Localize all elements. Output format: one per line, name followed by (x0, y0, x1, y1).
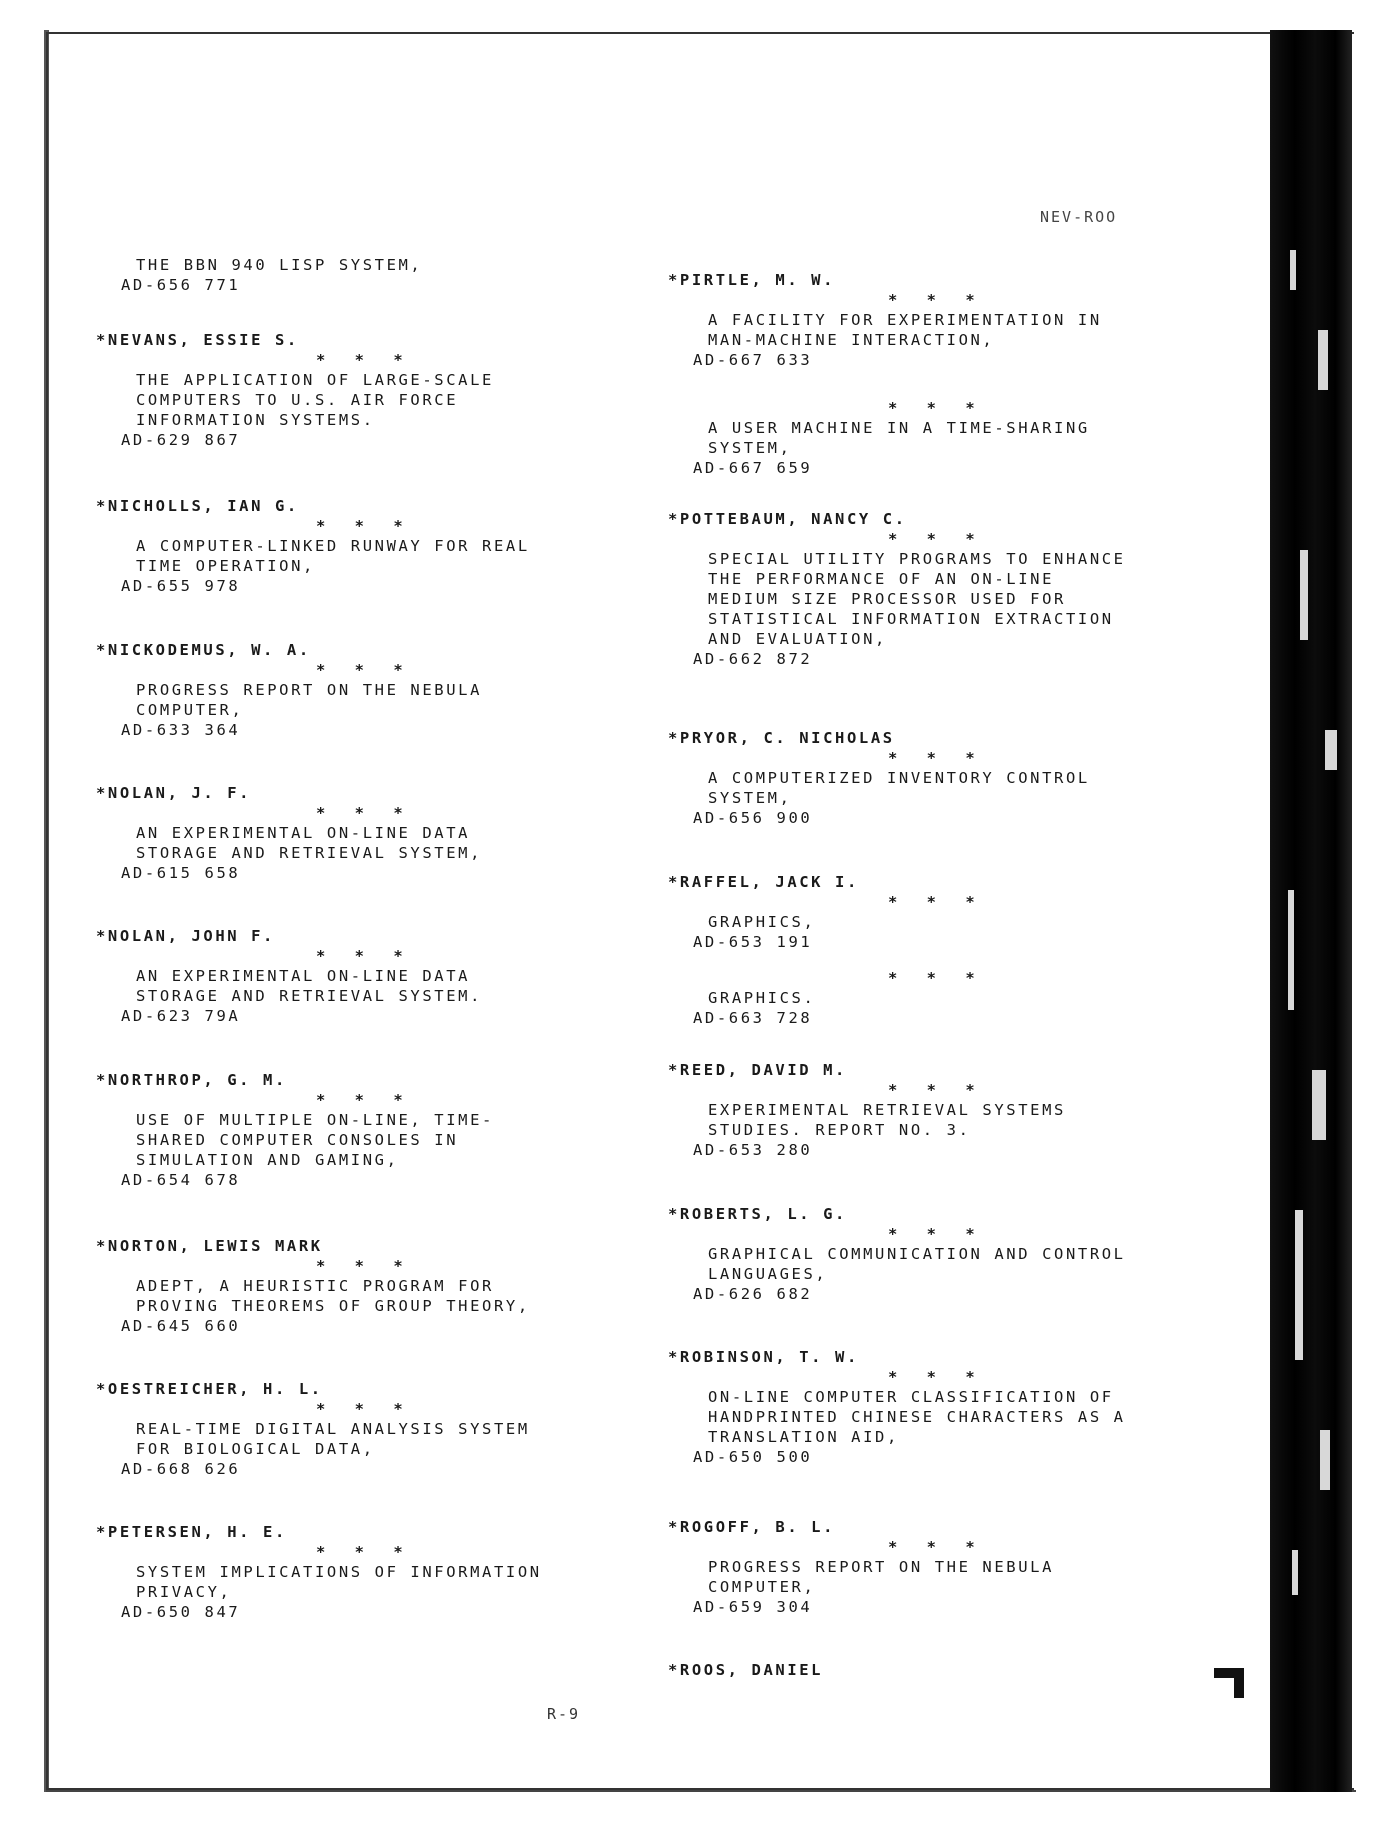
bibliography-entry (96, 1236, 530, 1336)
entry-ad-number: AD-650 500 (693, 1448, 813, 1466)
entry-title-line: THE PERFORMANCE OF AN ON-LINE (708, 570, 1055, 588)
entry-separator: * * * (888, 291, 985, 309)
entry-ad-number: AD-633 364 (121, 721, 241, 739)
entry-title-line: A USER MACHINE IN A TIME-SHARING (708, 419, 1090, 437)
entry-ad-number: AD-663 728 (693, 1009, 813, 1027)
page-number: R-9 (547, 1705, 581, 1723)
entry-author: *NORTHROP, G. M. (96, 1071, 287, 1089)
entry-title-line: GRAPHICAL COMMUNICATION AND CONTROL (708, 1245, 1126, 1263)
entry-author: *PIRTLE, M. W. (668, 271, 836, 289)
scan-dark-margin (1270, 30, 1352, 1792)
entry-separator: * * * (316, 351, 413, 369)
entry-title-line: HANDPRINTED CHINESE CHARACTERS AS A (708, 1408, 1126, 1426)
entry-title-line: PROVING THEOREMS OF GROUP THEORY, (136, 1297, 530, 1315)
entry-title-line: AND EVALUATION, (708, 630, 887, 648)
entry-title-line: MAN-MACHINE INTERACTION, (708, 331, 995, 349)
entry-title-line: A COMPUTER-LINKED RUNWAY FOR REAL (136, 537, 530, 555)
entry-title-line: USE OF MULTIPLE ON-LINE, TIME- (136, 1111, 494, 1129)
entry-title-line: EXPERIMENTAL RETRIEVAL SYSTEMS (708, 1101, 1066, 1119)
entry-title-line: AN EXPERIMENTAL ON-LINE DATA (136, 967, 471, 985)
bibliography-entry (668, 872, 985, 952)
entry-title-line: PROGRESS REPORT ON THE NEBULA (708, 1558, 1055, 1576)
bibliography-entry (96, 640, 482, 740)
bibliography-entry (668, 728, 1090, 828)
entry-title-line: STUDIES. REPORT NO. 3. (708, 1121, 971, 1139)
bibliography-entry (96, 926, 482, 1026)
entry-author: *ROBINSON, T. W. (668, 1348, 859, 1366)
entry-title-line: SPECIAL UTILITY PROGRAMS TO ENHANCE (708, 550, 1126, 568)
entry-separator: * * * (316, 1400, 413, 1418)
scan-mark (1214, 1668, 1244, 1698)
entry-title-line: PROGRESS REPORT ON THE NEBULA (136, 681, 483, 699)
entry-separator: * * * (888, 530, 985, 548)
entry-ad-number: AD-653 280 (693, 1141, 813, 1159)
bibliography-entry (668, 1060, 1066, 1160)
entry-ad-number: AD-667 633 (693, 351, 813, 369)
bibliography-entry (96, 783, 482, 883)
entry-author: *NEVANS, ESSIE S. (96, 331, 299, 349)
entry-title-line: ADEPT, A HEURISTIC PROGRAM FOR (136, 1277, 494, 1295)
entry-title-line: A COMPUTERIZED INVENTORY CONTROL (708, 769, 1090, 787)
entry-author: *POTTEBAUM, NANCY C. (668, 510, 907, 528)
entry-title-line: GRAPHICS, (708, 913, 816, 931)
entry-author: *ROBERTS, L. G. (668, 1205, 847, 1223)
entry-title-line: A FACILITY FOR EXPERIMENTATION IN (708, 311, 1102, 329)
bibliography-entry (668, 398, 1090, 478)
entry-separator: * * * (888, 969, 985, 987)
entry-ad-number: AD-659 304 (693, 1598, 813, 1616)
entry-ad-number: AD-654 678 (121, 1171, 241, 1189)
bibliography-entry (668, 1517, 1054, 1617)
entry-title-line: FOR BIOLOGICAL DATA, (136, 1440, 375, 1458)
entry-author: *NICHOLLS, IAN G. (96, 497, 299, 515)
entry-ad-number: AD-662 872 (693, 650, 813, 668)
entry-author: *NICKODEMUS, W. A. (96, 641, 311, 659)
entry-title-line: STORAGE AND RETRIEVAL SYSTEM, (136, 844, 483, 862)
entry-author: *OESTREICHER, H. L. (96, 1380, 323, 1398)
bibliography-entry (668, 1347, 1126, 1467)
entry-ad-number: AD-656 900 (693, 809, 813, 827)
entry-title-line: MEDIUM SIZE PROCESSOR USED FOR (708, 590, 1066, 608)
entry-separator: * * * (316, 1091, 413, 1109)
entry-title-line: THE APPLICATION OF LARGE-SCALE (136, 371, 494, 389)
entry-title-line: COMPUTER, (708, 1578, 816, 1596)
entry-author: *PRYOR, C. NICHOLAS (668, 729, 895, 747)
entry-ad-number: AD-645 660 (121, 1317, 241, 1335)
entry-title-line: COMPUTERS TO U.S. AIR FORCE (136, 391, 459, 409)
bibliography-entry (668, 968, 985, 1028)
entry-separator: * * * (888, 1225, 985, 1243)
entry-separator: * * * (316, 947, 413, 965)
entry-author: *REED, DAVID M. (668, 1061, 847, 1079)
entry-author: *ROOS, DANIEL (668, 1661, 824, 1679)
entry-ad-number: AD-626 682 (693, 1285, 813, 1303)
entry-separator: * * * (316, 1543, 413, 1561)
entry-author: *NOLAN, J. F. (96, 784, 252, 802)
entry-separator: * * * (316, 1257, 413, 1275)
bibliography-entry (668, 509, 1126, 669)
entry-title-line: TIME OPERATION, (136, 557, 315, 575)
bibliography-entry (668, 270, 1102, 370)
entry-ad-number: AD-650 847 (121, 1603, 241, 1621)
entry-title-line: TRANSLATION AID, (708, 1428, 899, 1446)
entry-ad-number: AD-615 658 (121, 864, 241, 882)
entry-title-line: COMPUTER, (136, 701, 244, 719)
bibliography-entry (96, 496, 530, 596)
entry-title-line: SYSTEM IMPLICATIONS OF INFORMATION (136, 1563, 542, 1581)
entry-separator: * * * (888, 1538, 985, 1556)
entry-ad-number: AD-667 659 (693, 459, 813, 477)
entry-ad-number: AD-655 978 (121, 577, 241, 595)
bibliography-entry (668, 1204, 1126, 1304)
bibliography-entry (96, 1070, 494, 1190)
entry-title-line: SYSTEM, (708, 439, 792, 457)
entry-separator: * * * (316, 517, 413, 535)
entry-title-line: SIMULATION AND GAMING, (136, 1151, 399, 1169)
entry-author: *NOLAN, JOHN F. (96, 927, 275, 945)
entry-separator: * * * (888, 399, 985, 417)
entry-ad-number: AD-668 626 (121, 1460, 241, 1478)
entry-author: *PETERSEN, H. E. (96, 1523, 287, 1541)
entry-separator: * * * (888, 1081, 985, 1099)
entry-title-line: REAL-TIME DIGITAL ANALYSIS SYSTEM (136, 1420, 530, 1438)
entry-title-line: LANGUAGES, (708, 1265, 828, 1283)
entry-separator: * * * (888, 893, 985, 911)
entry-author: *NORTON, LEWIS MARK (96, 1237, 323, 1255)
entry-ad-number: AD-653 191 (693, 933, 813, 951)
entry-title-line: SHARED COMPUTER CONSOLES IN (136, 1131, 459, 1149)
entry-ad-number: AD-623 79A (121, 1007, 241, 1025)
entry-separator: * * * (316, 661, 413, 679)
bibliography-entry (668, 1660, 823, 1680)
entry-title-line: STATISTICAL INFORMATION EXTRACTION (708, 610, 1114, 628)
header-code: NEV-ROO (1040, 208, 1118, 226)
entry-author: *ROGOFF, B. L. (668, 1518, 836, 1536)
entry-author: *RAFFEL, JACK I. (668, 873, 859, 891)
entry-title-line: SYSTEM, (708, 789, 792, 807)
entry-title-line: INFORMATION SYSTEMS. (136, 411, 375, 429)
entry-title-line: PRIVACY, (136, 1583, 232, 1601)
entry-separator: * * * (316, 804, 413, 822)
bibliography-entry (96, 330, 494, 450)
entry-ad-number: AD-656 771 (121, 276, 241, 294)
entry-title-line: GRAPHICS. (708, 989, 816, 1007)
entry-separator: * * * (888, 1368, 985, 1386)
entry-separator: * * * (888, 749, 985, 767)
bibliography-entry (96, 255, 422, 295)
entry-ad-number: AD-629 867 (121, 431, 241, 449)
bibliography-entry (96, 1522, 542, 1622)
entry-title-line: THE BBN 940 LISP SYSTEM, (136, 256, 423, 274)
entry-title-line: AN EXPERIMENTAL ON-LINE DATA (136, 824, 471, 842)
entry-title-line: STORAGE AND RETRIEVAL SYSTEM. (136, 987, 483, 1005)
entry-title-line: ON-LINE COMPUTER CLASSIFICATION OF (708, 1388, 1114, 1406)
scan-bottom-edge (46, 1790, 1356, 1792)
bibliography-entry (96, 1379, 530, 1479)
